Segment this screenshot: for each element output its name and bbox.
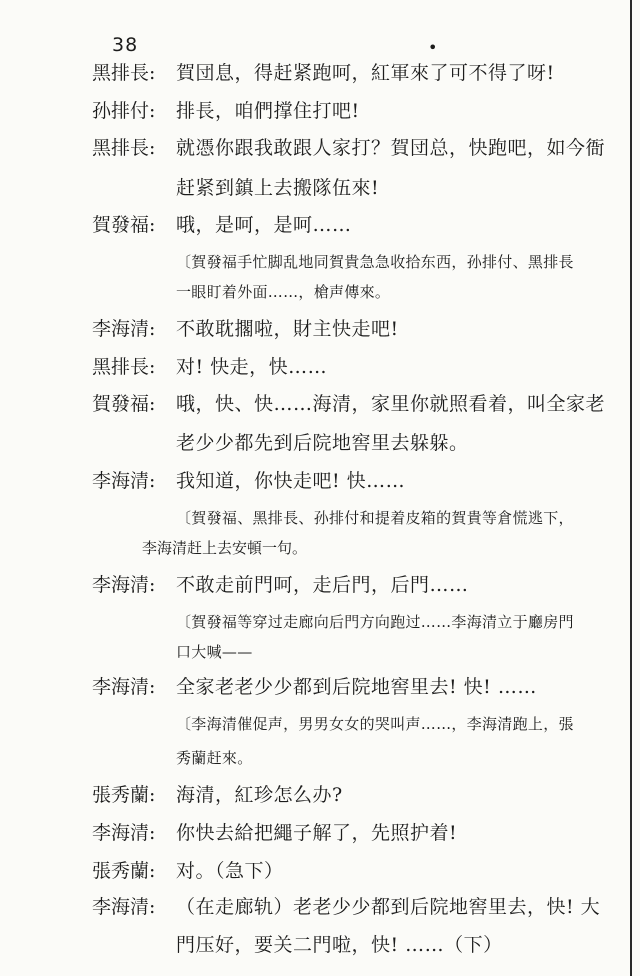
dialogue-text: 全家老老少少都到后院地窖里去! 快! ……: [176, 676, 537, 698]
speaker-name: 張秀蘭:: [92, 784, 156, 806]
stage-direction: 一眼盯着外面……，槍声傳來。: [176, 283, 391, 301]
speaker-name: 李海清:: [92, 470, 156, 492]
dialogue-text: 就憑你跟我敢跟人家打？賀団总，快跑吧，如今衙: [176, 137, 606, 159]
dialogue-text: 賀団息，得赶紧跑呵，紅軍來了可不得了呀!: [176, 62, 555, 84]
speaker-name: 黑排長:: [92, 356, 156, 378]
dialogue-text: 你快去給把繩子解了，先照护着!: [176, 822, 458, 844]
stage-direction: 〔賀發福等穿过走廊向后門方向跑过……李海清立于廳房門: [176, 613, 574, 631]
speaker-name: 賀發福:: [92, 393, 156, 415]
speaker-name: 李海清:: [92, 318, 156, 340]
stage-direction: 〔賀發福手忙脚乱地同賀貴急急收拾东西，孙排付、黑排長: [176, 253, 574, 271]
dialogue-text: 不敢走前門呵，走后門，后門……: [176, 574, 469, 596]
speaker-name: 賀發福:: [92, 214, 156, 236]
dialogue-text: 排長，咱們撑住打吧!: [176, 100, 360, 122]
print-speck: •: [428, 38, 438, 57]
dialogue-text: 哦，是呵，是呵……: [176, 214, 352, 236]
speaker-name: 李海清:: [92, 822, 156, 844]
speaker-name: 張秀蘭:: [92, 860, 156, 882]
stage-direction: 口大喊——: [176, 643, 253, 661]
speaker-name: 李海清:: [92, 896, 156, 918]
stage-direction: 秀蘭赶來。: [176, 749, 253, 767]
stage-direction: 〔賀發福、黑排長、孙排付和提着皮箱的賀貴等倉慌逃下，: [176, 509, 574, 527]
stage-direction: 李海清赶上去安頓一句。: [142, 539, 308, 557]
dialogue-text: 对。（急下）: [176, 860, 284, 882]
dialogue-text: 不敢耽擱啦，財主快走吧!: [176, 318, 399, 340]
dialogue-text: 哦，快、快……海清，家里你就照看着，叫全家老: [176, 393, 606, 415]
dialogue-text: （在走廊轨）老老少少都到后院地窖里去，快! 大: [176, 896, 601, 918]
dialogue-text: 我知道，你快走吧! 快……: [176, 470, 406, 492]
speaker-name: 李海清:: [92, 676, 156, 698]
speaker-name: 孙排付:: [92, 100, 156, 122]
page-number: 38: [112, 34, 139, 56]
page-edge-rule: [630, 0, 632, 976]
speaker-name: 黑排長:: [92, 137, 156, 159]
dialogue-text: 海清，紅珍怎么办?: [176, 784, 343, 806]
stage-direction: 〔李海清催促声，男男女女的哭叫声……，李海清跑上，張: [176, 715, 574, 733]
speaker-name: 黑排長:: [92, 62, 156, 84]
dialogue-text: 对! 快走，快……: [176, 356, 328, 378]
speaker-name: 李海清:: [92, 574, 156, 596]
dialogue-continuation: 赶紧到鎮上去搬隊伍來!: [176, 177, 380, 199]
dialogue-continuation: 老少少都先到后院地窖里去躲躲。: [176, 432, 469, 454]
dialogue-continuation: 門压好，要关二門啦，快! ……（下）: [176, 934, 503, 956]
